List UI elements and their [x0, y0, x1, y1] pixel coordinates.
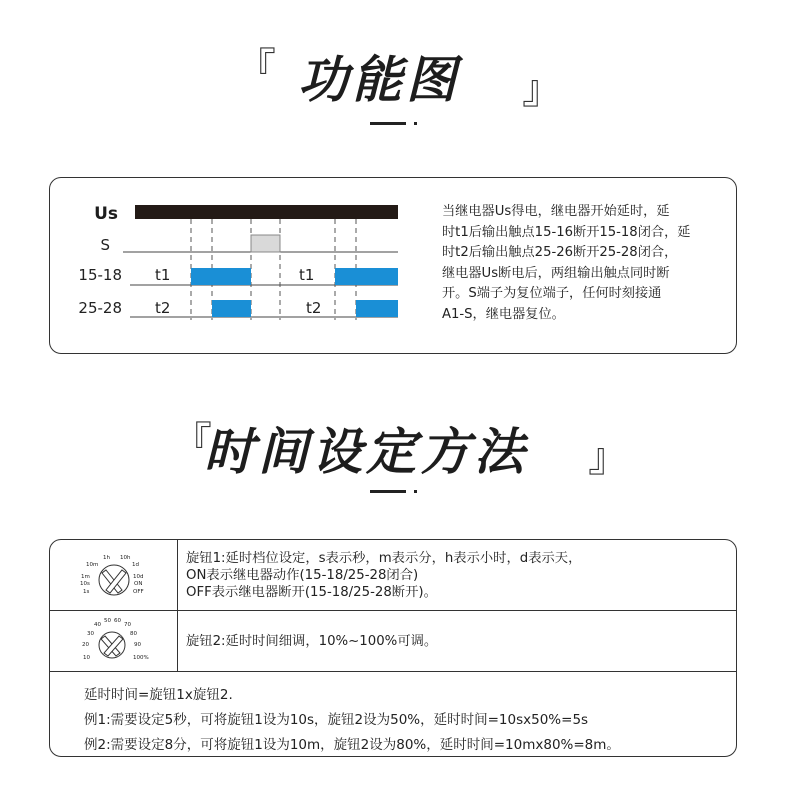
signal-label-s: S	[100, 236, 110, 254]
svg-text:10s: 10s	[80, 581, 90, 587]
us-power-bar	[135, 205, 398, 219]
title-divider-dot	[414, 122, 417, 125]
svg-text:10h: 10h	[120, 555, 131, 561]
contact-15-18-pulse	[191, 268, 251, 285]
svg-text:10m: 10m	[86, 562, 99, 568]
title-open-bracket: 『	[172, 419, 212, 465]
signal-label-us: Us	[94, 204, 118, 224]
svg-text:1m: 1m	[81, 574, 90, 580]
svg-text:80: 80	[130, 631, 137, 637]
row-divider	[50, 671, 736, 672]
signal-label-15-18: 15-18	[78, 266, 122, 284]
t1-label: t1	[155, 266, 171, 284]
svg-text:ON: ON	[134, 581, 143, 587]
t2-label: t2	[306, 299, 322, 317]
timing-diagram	[60, 195, 420, 325]
svg-text:20: 20	[82, 642, 89, 648]
svg-text:1s: 1s	[83, 589, 90, 595]
svg-text:50: 50	[104, 618, 111, 624]
timing-description: 当继电器Us得电，继电器开始延时，延 时t1后输出触点15-16断开15-18闭合，延 时t2后输出触点25-26断开25-28闭合， 继电器Us断电后，两组输出触点同时断 开。S端子为复位端子，任何时刻接通 A1-S，继电器复位。	[442, 204, 691, 322]
t2-label: t2	[155, 299, 171, 317]
contact-25-28-pulse	[212, 300, 251, 317]
svg-text:30: 30	[87, 631, 94, 637]
contact-15-18-pulse	[335, 268, 398, 285]
example1-note: 例1:需要设定5秒，可将旋钮1设为10s，旋钮2设为50%，延时时间=10sx50%=5s	[84, 712, 589, 728]
example2-note: 例2:需要设定8分，可将旋钮1设为10m，旋钮2设为80%，延时时间=10mx80%=8m。	[84, 737, 620, 753]
title-close-bracket: 』	[588, 435, 628, 481]
s-reset-pulse	[251, 235, 280, 252]
title-divider	[370, 122, 406, 125]
title-close-bracket: 』	[522, 67, 562, 113]
svg-text:OFF: OFF	[133, 589, 144, 595]
column-divider	[177, 540, 178, 671]
function-diagram-title: 功能图	[298, 51, 460, 109]
svg-text:10: 10	[83, 655, 90, 661]
signal-label-25-28: 25-28	[78, 299, 122, 317]
svg-text:10d: 10d	[133, 574, 144, 580]
formula-note: 延时时间=旋钮1x旋钮2.	[84, 687, 233, 703]
svg-text:60: 60	[114, 618, 121, 624]
title-divider-dot	[414, 490, 417, 493]
svg-text:1d: 1d	[132, 562, 139, 568]
knob1-dial-icon	[70, 545, 160, 605]
title-divider	[370, 490, 406, 493]
knob2-dial-icon	[78, 615, 160, 667]
time-setting-title: 时间设定方法	[204, 423, 528, 481]
knob1-description: 旋钮1:延时档位设定，s表示秒，m表示分，h表示小时，d表示天， ON表示继电器动作(15-18/25-28闭合) OFF表示继电器断开(15-18/25-28断开)。	[186, 551, 582, 600]
svg-text:90: 90	[134, 642, 141, 648]
row-divider	[50, 610, 736, 611]
t1-label: t1	[299, 266, 315, 284]
svg-text:100%: 100%	[133, 655, 149, 661]
knob2-description: 旋钮2:延时时间细调，10%~100%可调。	[186, 634, 438, 649]
title-open-bracket: 『	[236, 45, 276, 91]
svg-text:70: 70	[124, 622, 131, 628]
svg-text:40: 40	[94, 622, 101, 628]
contact-25-28-pulse	[356, 300, 398, 317]
svg-text:1h: 1h	[103, 555, 110, 561]
